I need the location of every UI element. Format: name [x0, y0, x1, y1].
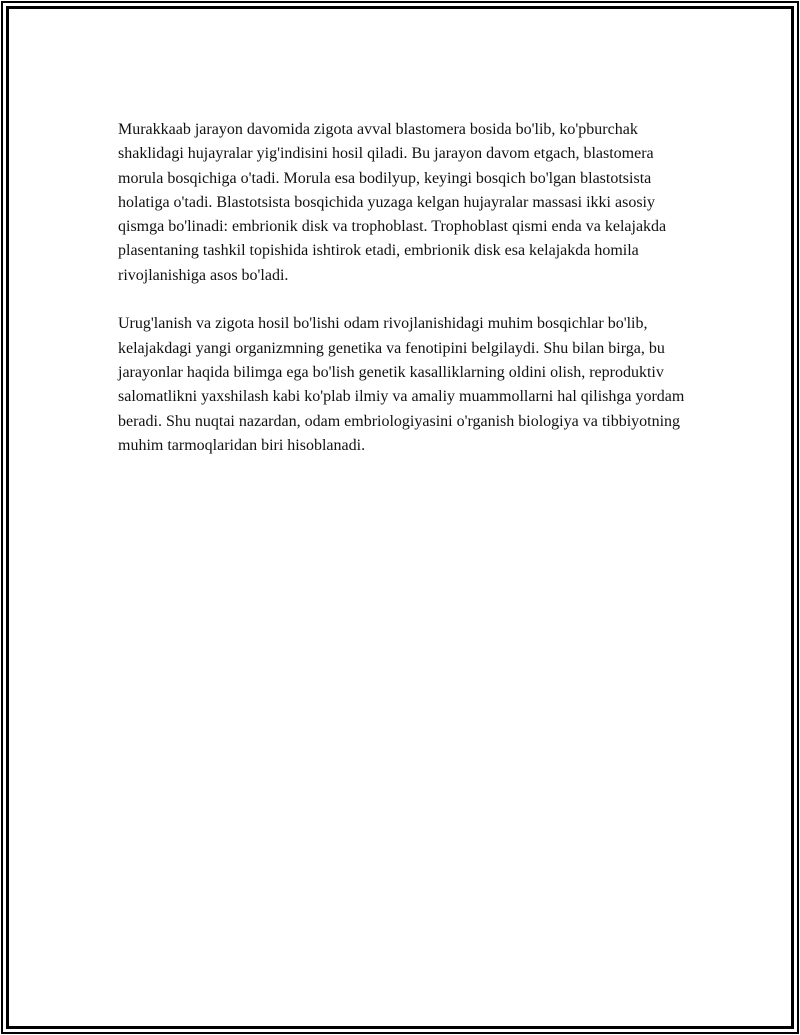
paragraph-1: Murakkaab jarayon davomida zigota avval blastomera bosida bo'lib, ko'pburchak shaklidagi hujayralar yig'indisini hosil qiladi. Bu jarayon davom etgach, blastomera morula bosqichiga o'tadi. Morula esa bodilyup, keyingi bosqich bo'lgan blastotsista holatiga o'tadi. Blastotsista bosqichida yuzaga kelgan hujayralar massasi ikki asosiy qismga bo'linadi: embrionik disk va trophoblast. Trophoblast qismi enda va kelajakda plasentaning tashkil topishida ishtirok etadi, embrionik disk esa kelajakda homila rivojlanishiga asos bo'ladi.	[118, 121, 667, 284]
document-body	[118, 118, 688, 458]
paragraph-2: Urug'lanish va zigota hosil bo'lishi odam rivojlanishidagi muhim bosqichlar bo'lib, kelajakdagi yangi organizmning genetika va fenotipini belgilaydi. Shu bilan birga, bu jarayonlar haqida bilimga ega bo'lish genetik kasalliklarning oldini olish, reproduktiv salomatlikni yaxshilash kabi ko'plab ilmiy va amaliy muammollarni hal qilishga yordam beradi. Shu nuqtai nazardan, odam embriologiyasini o'rganish biologiya va tibbiyotning muhim tarmoqlaridan biri hisoblanadi.	[118, 315, 685, 454]
